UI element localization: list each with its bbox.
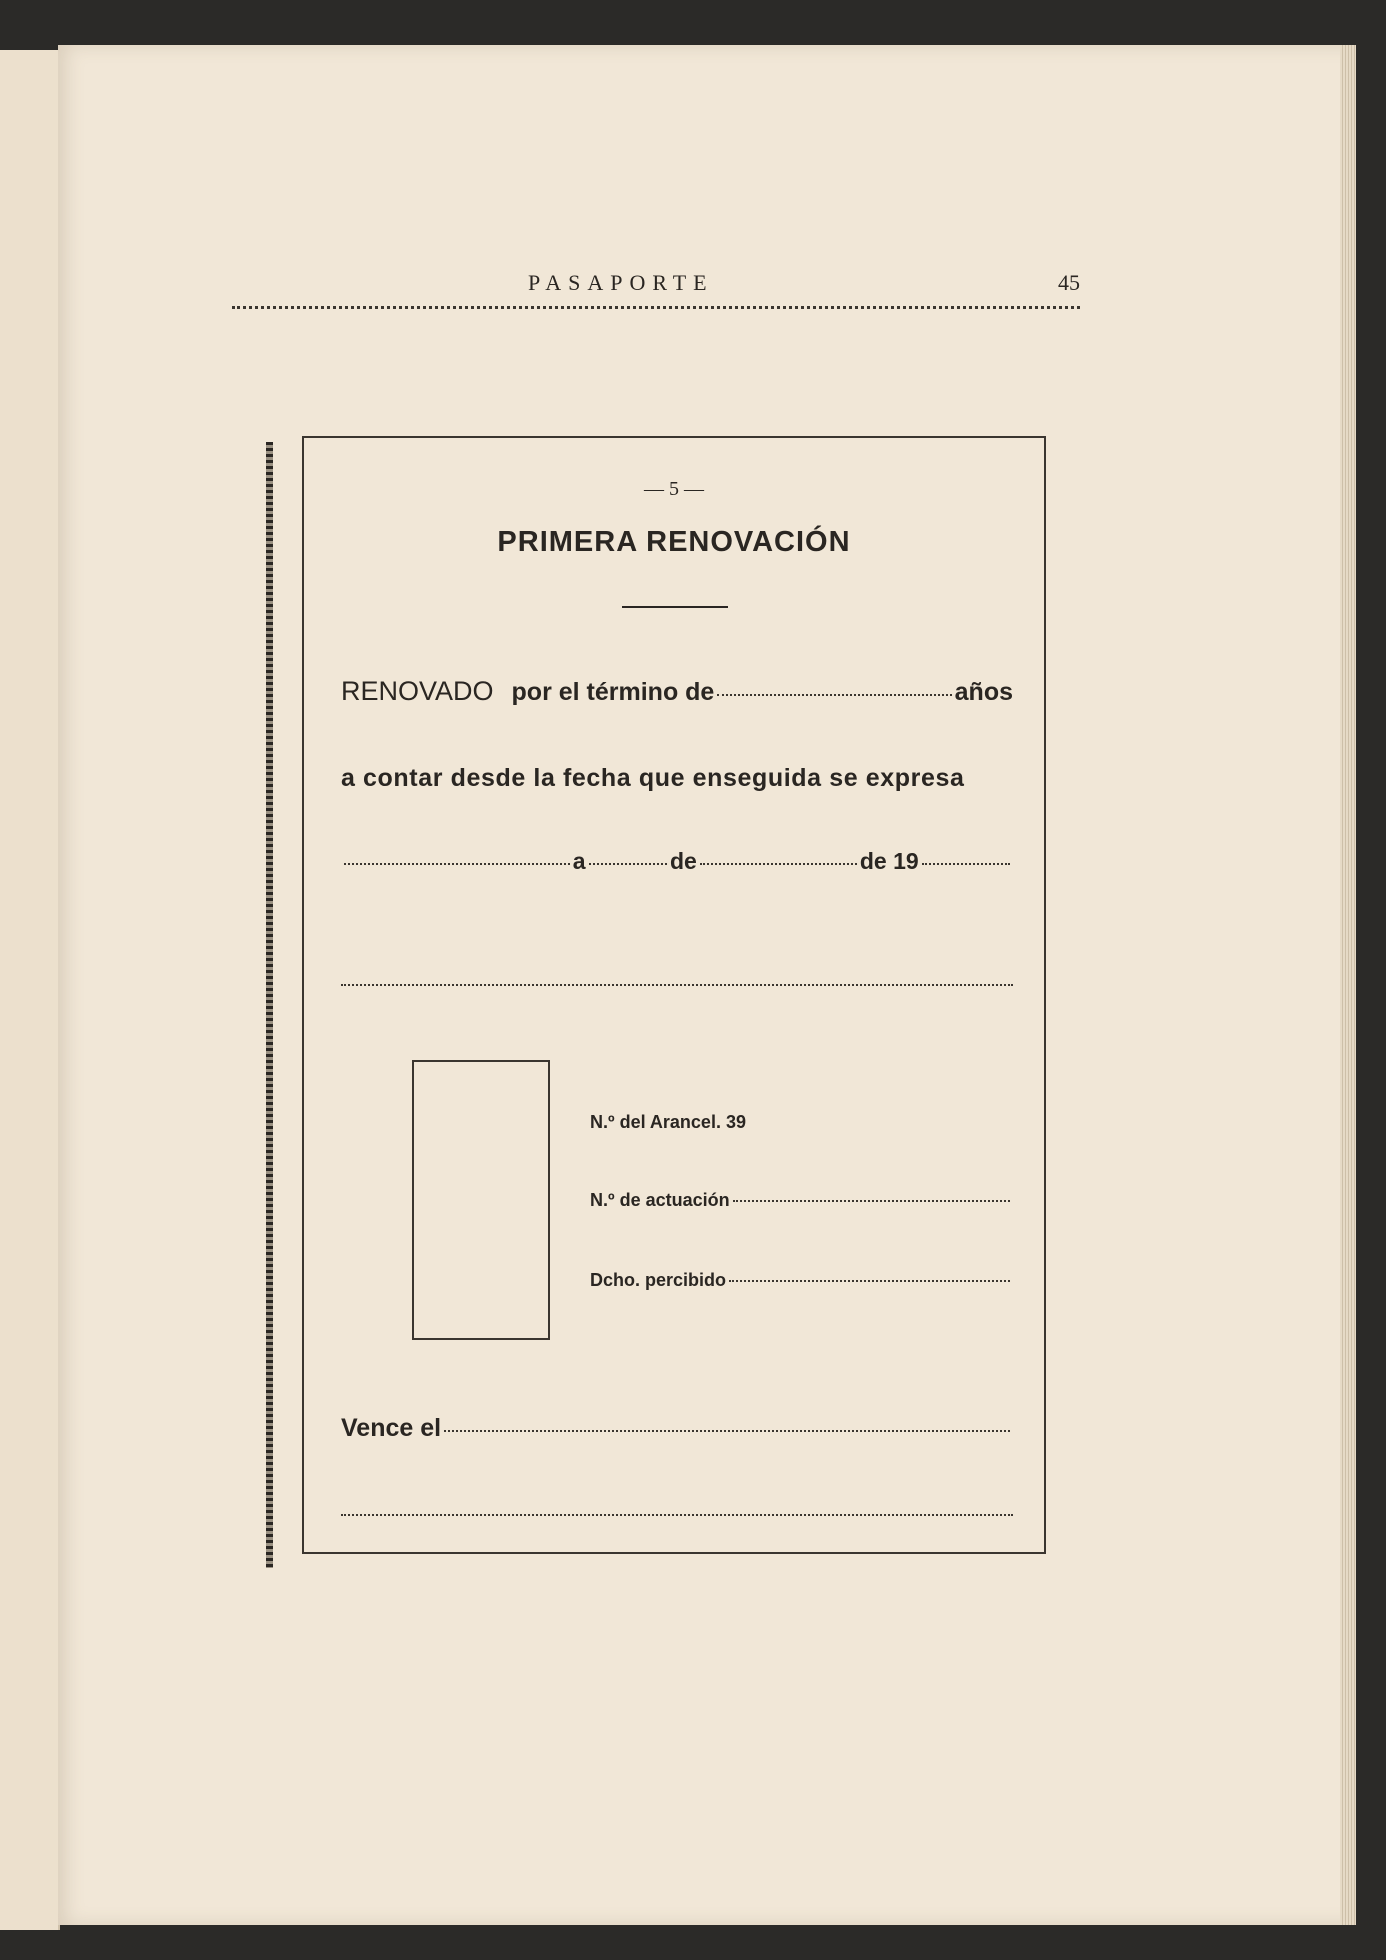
actuacion-field[interactable] — [733, 1200, 1010, 1202]
contar-line — [341, 764, 1013, 793]
date-de19: de 19 — [859, 848, 919, 874]
year-field[interactable] — [922, 863, 1010, 865]
actuacion-label: N.º de actuación — [590, 1190, 730, 1210]
years-field[interactable] — [717, 694, 951, 696]
left-page-edge — [0, 50, 60, 1930]
arancel-text: N.º del Arancel. 39 — [590, 1112, 746, 1132]
actuacion-line — [590, 1190, 1013, 1211]
contar-text: a contar desde la fecha que enseguida se expresa — [341, 764, 965, 792]
renewal-form — [302, 436, 1046, 1554]
running-head: PASAPORTE — [528, 270, 714, 295]
date-a: a — [572, 848, 586, 874]
date-line — [341, 848, 1013, 875]
title-rule — [622, 606, 728, 608]
stamp-box — [412, 1060, 550, 1340]
signature-line[interactable] — [341, 984, 1013, 986]
page-header — [232, 270, 1080, 310]
vence-line — [341, 1414, 1013, 1443]
page-stack-edge — [1340, 45, 1356, 1925]
header-rule — [232, 306, 1080, 309]
date-de1: de — [670, 848, 697, 874]
vence-label: Vence el — [341, 1414, 442, 1442]
form-number: — 5 — — [644, 478, 704, 500]
arancel-line — [590, 1112, 1013, 1133]
place-field[interactable] — [344, 863, 570, 865]
day-field[interactable] — [589, 863, 668, 865]
form-title: PRIMERA RENOVACIÓN — [497, 526, 851, 558]
percibido-label: Dcho. percibido — [590, 1270, 727, 1290]
renewal-term-text: por el término de — [511, 678, 715, 706]
percibido-field[interactable] — [729, 1280, 1010, 1282]
decorative-side-bar — [266, 442, 273, 1568]
extra-line[interactable] — [341, 1514, 1013, 1516]
month-field[interactable] — [700, 863, 857, 865]
renewal-term-line — [341, 676, 1013, 707]
vence-field[interactable] — [444, 1430, 1010, 1432]
years-word: años — [954, 678, 1013, 706]
renovado-word: RENOVADO — [341, 676, 494, 706]
page-number: 45 — [1058, 270, 1080, 295]
percibido-line — [590, 1270, 1013, 1291]
